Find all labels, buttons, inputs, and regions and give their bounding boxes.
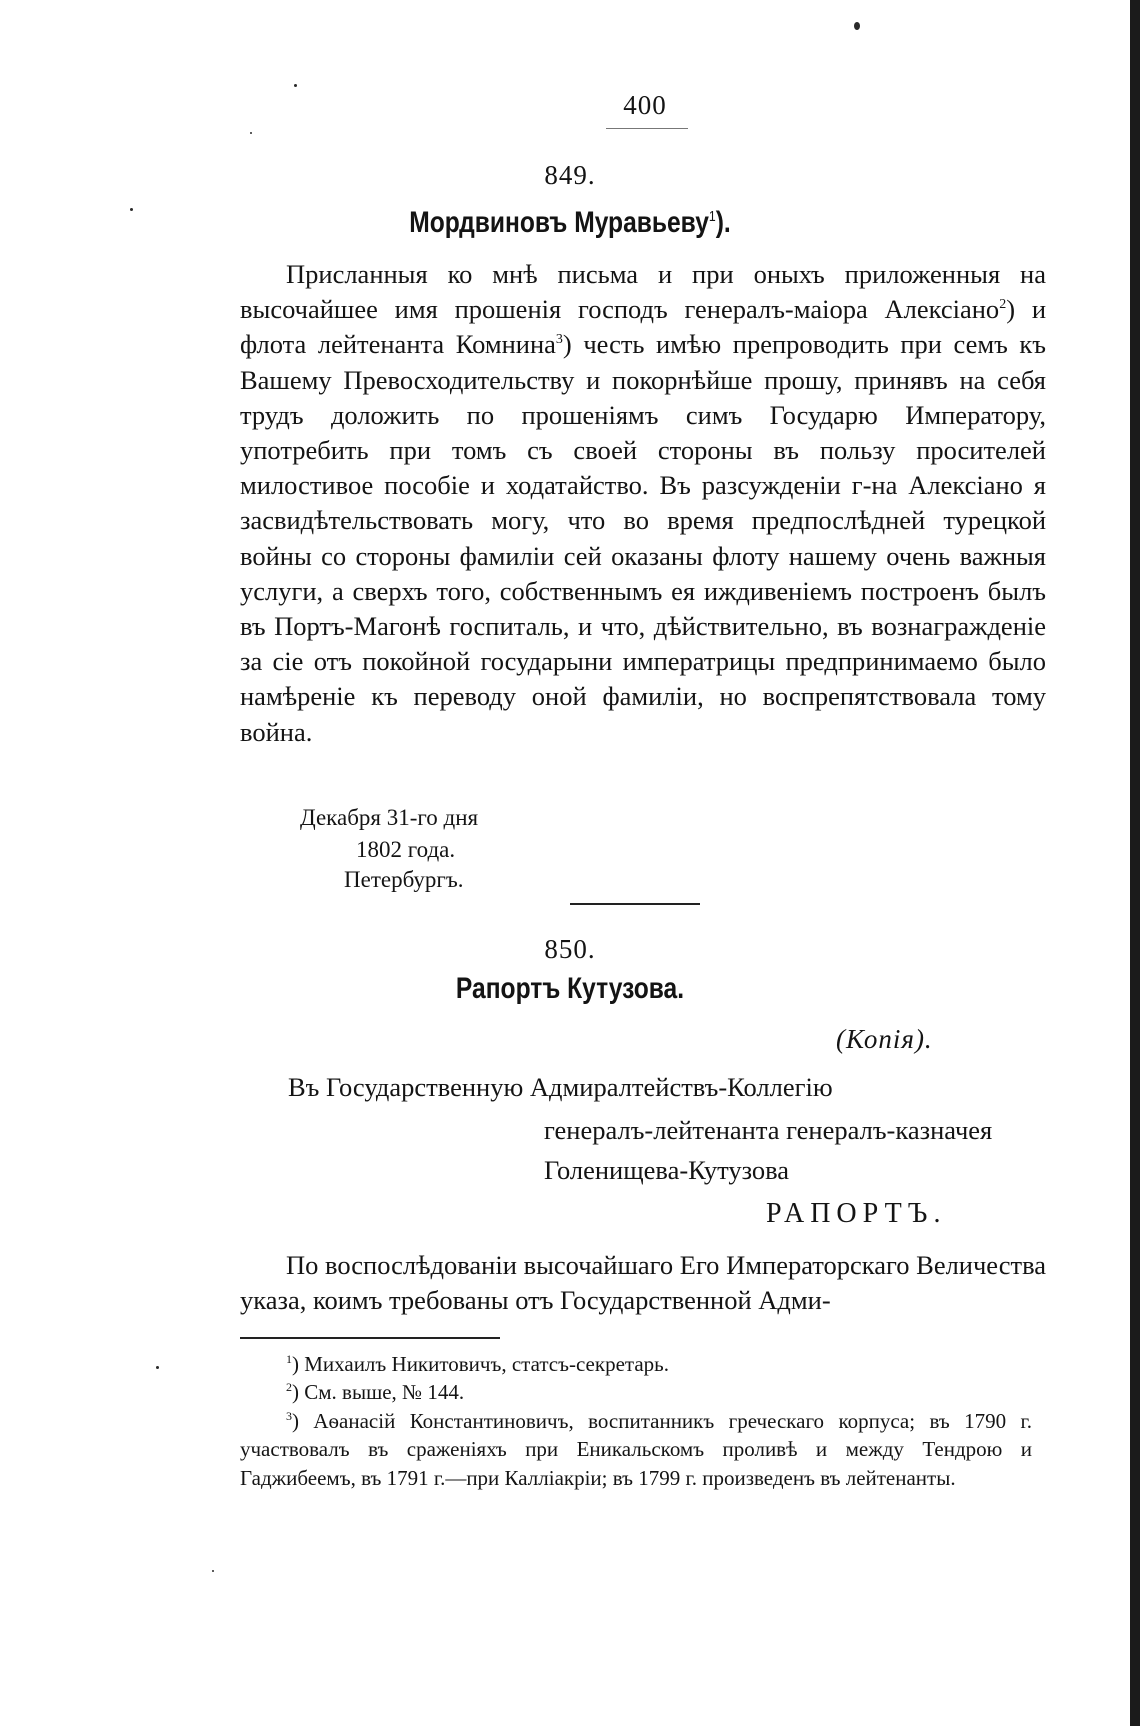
footnote-1 [240, 1350, 1032, 1378]
doc-850-address-line-1: Въ Государственную Адмиралтействъ-Коллегію [288, 1072, 833, 1102]
doc-850-address-line-3: Голенищева-Кутузова [544, 1155, 790, 1185]
scan-speck [250, 132, 252, 134]
doc-849-body [240, 257, 1046, 750]
doc-849-paragraph [240, 257, 1046, 750]
scan-speck [854, 22, 860, 30]
footnote-2-mark: 2 [286, 1380, 292, 1395]
doc-849-number: 849. [544, 160, 596, 190]
footnote-2 [240, 1378, 1032, 1406]
doc-849-date: Декабря 31-го дня [300, 805, 479, 830]
page-edge-shadow [1130, 0, 1140, 1726]
footnote-1-mark: 1 [286, 1352, 292, 1366]
doc-849-year: 1802 года. [356, 837, 456, 862]
doc-850-number: 850. [544, 934, 596, 964]
doc-849-place: Петербургъ. [344, 867, 464, 892]
footnote-2-text: ) См. выше, № 144. [292, 1380, 465, 1405]
doc-850-body [240, 1248, 1046, 1318]
footnotes [240, 1350, 1032, 1492]
doc-849-text-part-a: Присланныя ко мнѣ письма и при оныхъ приложенныя на высочайшее имя прошенія господъ генералъ-маіора Алексіано [240, 259, 1046, 325]
footnote-1-text: ) Михаилъ Никитовичъ, статсъ-секретарь. [292, 1352, 669, 1376]
footnote-3 [240, 1407, 1032, 1492]
doc-849-title-footnote-ref: 1 [708, 208, 716, 225]
page-number-underline [606, 128, 688, 129]
scan-speck [156, 1366, 159, 1369]
scan-speck [212, 1570, 214, 1572]
doc-849-text-part-b: ) и флота лейтенанта Комнина [240, 294, 1046, 360]
footnote-divider [240, 1337, 500, 1339]
scan-speck [294, 84, 297, 87]
doc-849-footnote-ref-2: 2 [999, 297, 1007, 313]
doc-850-paragraph: По воспослѣдованіи высочайшаго Его Императорскаго Величества указа, коимъ требованы отъ Государственной Адми- [240, 1250, 1046, 1316]
doc-850-report-heading: РАПОРТЪ. [766, 1198, 947, 1229]
doc-849-text-part-c: ) честь имѣю препроводить при семъ къ Вашему Превосходительству и покорнѣйше прошу, принявъ на себя трудъ доложить по прошеніямъ симъ Государю Императору, употребить при томъ съ своей стороны въ пользу просителей милостивое пособіе и ходатайство. Въ разсужденіи г-на Алексіано я засвидѣтельствовать могу, что во время предпослѣдней турецкой войны со стороны фамиліи сей оказаны флоту нашему очень важныя услуги, а сверхъ того, собственнымъ ея иждивеніемъ построенъ былъ въ Портъ-Магонѣ госпиталь, и что, дѣйствительно, въ вознагражденіе за сіе отъ покойной государыни императрицы предпринимаемо было намѣреніе къ переводу оной фамиліи, но воспрепятствовала тому война. [240, 329, 1046, 747]
doc-850-address-line-2: генералъ-лейтенанта генералъ-казначея [544, 1115, 993, 1145]
doc-849-title-text: Мордвиновъ Муравьеву [409, 206, 709, 239]
page-number: 400 [623, 90, 667, 120]
footnote-3-text: ) Аѳанасій Константиновичъ, воспитанникъ греческаго корпуса; въ 1790 г. участвовалъ въ сраженіяхъ при Еникальскомъ проливѣ и между Тендрою и Гаджибеемъ, въ 1791 г.—при Калліакріи; въ 1799 г. произведенъ въ лейтенанты. [240, 1408, 1032, 1490]
footnote-3-mark: 3 [286, 1408, 292, 1423]
doc-849-footnote-ref-3: 3 [555, 332, 563, 348]
doc-850-title: Рапортъ Кутузова. [455, 972, 685, 1005]
section-divider [570, 903, 700, 905]
doc-850-copy-label: (Копія). [836, 1024, 933, 1054]
doc-849-title: Мордвиновъ Муравьеву$^1$). [409, 206, 731, 239]
